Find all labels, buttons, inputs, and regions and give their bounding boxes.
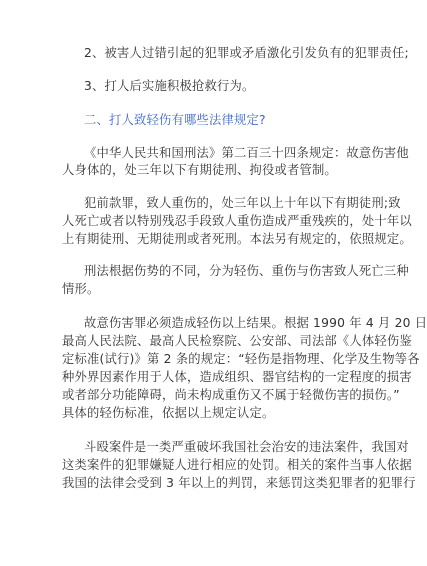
paragraph-line: 我国的法律会受到 3 年以上的判罚，来惩罚这类犯罪者的犯罪行 <box>62 476 416 490</box>
paragraph-line: 定标准(试行)》第 2 条的规定：“轻伤是指物理、化学及生物等各 <box>62 352 420 366</box>
paragraph-line: 或者部分功能障碍，尚未构成重伤又不属于轻微伤害的损伤。” <box>62 388 400 402</box>
paragraph-line: 种外界因素作用于人体，造成组织、器官结构的一定程度的损害 <box>62 370 412 384</box>
paragraph-line: 《中华人民共和国刑法》第二百三十四条规定：故意伤害他 <box>84 146 409 160</box>
list-item: 3、打人后实施积极抢救行为。 <box>84 79 255 93</box>
paragraph-line: 刑法根据伤势的不同，分为轻伤、重伤与伤害致人死亡三种 <box>84 264 409 278</box>
paragraph-line: 犯前款罪，致人重伤的，处三年以上十年以下有期徒刑;致 <box>84 196 401 210</box>
paragraph-line: 这类案件的犯罪嫌疑人进行相应的处罚。相关的案件当事人依据 <box>62 458 412 472</box>
paragraph-line: 情形。 <box>62 282 100 296</box>
section-heading: 二、打人致轻伤有哪些法律规定? <box>84 113 266 127</box>
paragraph-line: 斗殴案件是一类严重破坏我国社会治安的违法案件，我国对 <box>84 440 409 454</box>
paragraph-line: 具体的轻伤标准，依据以上规定认定。 <box>62 406 275 420</box>
paragraph-line: 人死亡或者以特别残忍手段致人重伤造成严重残疾的，处十年以 <box>62 214 412 228</box>
paragraph-line: 人身体的，处三年以下有期徒刑、拘役或者管制。 <box>62 163 337 177</box>
list-item: 2、被害人过错引起的犯罪或矛盾激化引发负有的犯罪责任; <box>84 46 409 60</box>
paragraph-line: 最高人民法院、最高人民检察院、公安部、司法部《人体轻伤鉴 <box>62 334 412 348</box>
paragraph-line: 上有期徒刑、无期徒刑或者死刑。本法另有规定的，依照规定。 <box>62 232 412 246</box>
paragraph-line: 故意伤害罪必须造成轻伤以上结果。根据 1990 年 4 月 20 日 <box>84 316 427 330</box>
